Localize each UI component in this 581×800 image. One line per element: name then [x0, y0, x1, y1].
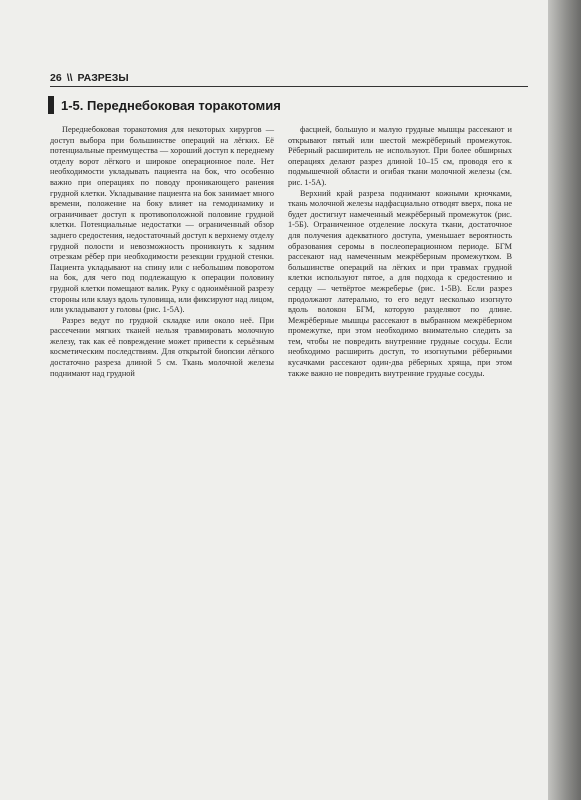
page-number: 26 — [50, 72, 62, 84]
running-header — [50, 72, 129, 84]
running-title: РАЗРЕЗЫ — [77, 72, 129, 84]
heading-marker-bar — [48, 96, 54, 114]
paragraph: Верхний край разреза поднимают кожными крючками, ткань молочной железы надфасциально отводят вверх, пока не будет достигнут намеченный межрёберный промежуток (рис. 1-5Б). Ограниченное отделение лоскута ткани, достаточное для получения адекватного доступа, уменьшает вероятность образования серомы в послеоперационном периоде. БГМ рассекают над намеченным межрёберным промежутком. В большинстве операций на лёгких и при травмах грудной клетки используют пятое, а для подхода к средостению и сердцу — четвёртое межреберье (рис. 1-5В). Если разрез продолжают латерально, то его ведут несколько изогнуто вдоль волокон БГМ, которую разделяют по длине. Межрёберные мышцы рассекают в выбранном межрёберном промежутке, при этом необходимо внимательно следить за тем, чтобы не повредить внутренние грудные сосуды. Если необходимо расширить доступ, то изогнутыми рёберными кусачками рассекают один-два рёберных хряща, при этом также важно не повредить внутренние грудные сосуды. — [288, 188, 512, 378]
header-rule — [50, 86, 528, 87]
left-column — [50, 125, 274, 379]
header-separator: \\ — [66, 72, 73, 84]
right-column — [288, 125, 512, 379]
paragraph: фасцией, большую и малую грудные мышцы рассекают и открывают пятый или шестой межрёберный промежуток. Рёберный расширитель не используют. При более обширных операциях делают разрез длиной 10–15 см, проводя его к подмышечной области и огибая ткани молочной железы (см. рис. 1-5А). — [288, 125, 512, 187]
section-heading — [48, 96, 281, 114]
page-edge-shadow — [546, 0, 581, 800]
paragraph: Разрез ведут по грудной складке или около неё. При рассечении мягких тканей нельзя травмировать молочную железу, так как её повреждение может привести к серьёзным косметическим последствиям. Для открытой биопсии лёгкого достаточно разреза длиной 5 см. Ткань молочной железы поднимают над грудной — [50, 315, 274, 378]
paragraph: Переднебоковая торакотомия для некоторых хирургов — доступ выбора при большинстве операций на лёгких. Её потенциальные преимущества — хороший доступ к переднему отделу ворот лёгкого и широкое операционное поле. Нет необходимости укладывать пациента на бок, что особенно важно при операциях по поводу проникающего ранения грудной клетки. Укладывание пациента на бок занимает много времени, положение на боку влияет на гемодинамику и ограничивает доступ к противоположной половине грудной клетки. Потенциальные недостатки — ограниченный обзор заднего средостения, недостаточный доступ к верхнему отделу грудной полости и невозможность проникнуть к задним отрезкам рёбер при необходимости резекции грудной стенки. Пациента укладывают на спину или с небольшим поворотом на бок, для чего под подлежащую к операции половину грудной клетки помещают валик. Руку с одноимённой разрезу стороны или клауз вдоль туловища, или фиксируют над лицом, или укладывают у головы (рис. 1-5А). — [50, 125, 274, 315]
section-title: 1-5. Переднебоковая торакотомия — [61, 97, 281, 113]
